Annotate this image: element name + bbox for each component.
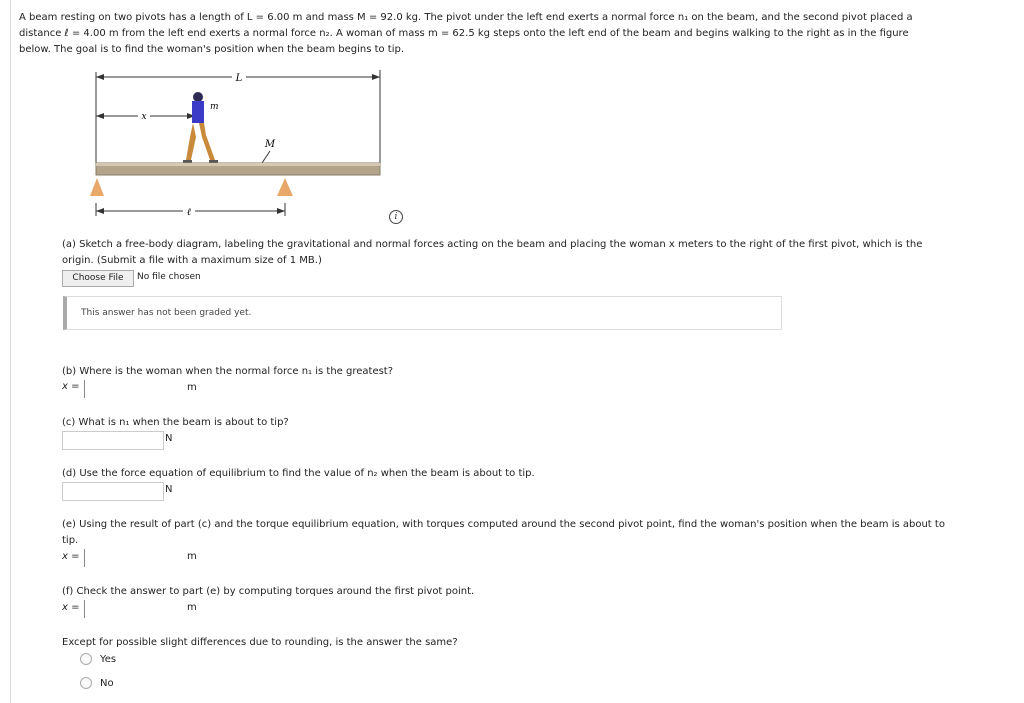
L-arrowhead-right — [372, 74, 380, 80]
radio-option-yes[interactable] — [80, 653, 116, 665]
problem-line-1: A beam resting on two pivots has a length of L = 6.00 m and mass M = 92.0 kg. The pivot under the left end exerts a normal force n₁ on the beam, and the second pivot placed a — [19, 12, 913, 23]
part-b-var-label: x = — [62, 381, 80, 392]
ell-arrowhead-left — [96, 208, 104, 214]
label-x: x — [141, 112, 147, 122]
part-f-var-label: x = — [62, 602, 80, 613]
x-arrowhead-left — [96, 113, 104, 119]
label-ell: ℓ — [186, 207, 192, 218]
part-e-unit: m — [187, 551, 197, 562]
part-e-var-label: x = — [62, 551, 80, 562]
part-d-answer-input[interactable] — [62, 482, 164, 501]
label-M: M — [264, 139, 276, 150]
choose-file-button[interactable]: Choose File — [62, 270, 134, 287]
part-a-text-1: (a) Sketch a free-body diagram, labeling the gravitational and normal forces acting on the beam and placing the woman x meters to the right of the first pivot, which is the — [62, 239, 923, 250]
part-a-text-2: origin. (Submit a file with a maximum size of 1 MB.) — [62, 255, 322, 266]
ell-arrowhead-right — [277, 208, 285, 214]
problem-line-2: distance ℓ = 4.00 m from the left end exerts a normal force n₂. A woman of mass m = 62.5 kg steps onto the left end of the beam and begins walking to the right as in the figure — [19, 28, 909, 39]
radio-yes-circle[interactable] — [80, 653, 92, 665]
problem-statement — [19, 10, 1009, 58]
part-e-text-2: tip. — [62, 535, 79, 546]
radio-yes-label: Yes — [100, 654, 117, 665]
label-m: m — [210, 102, 219, 112]
same-answer-question: Except for possible slight differences due to rounding, is the answer the same? — [62, 637, 458, 648]
part-e-question — [62, 517, 1017, 549]
part-f-question: (f) Check the answer to part (e) by computing torques around the first pivot point. — [62, 586, 475, 597]
radio-no-circle[interactable] — [80, 677, 92, 689]
part-d-question: (d) Use the force equation of equilibrium to find the value of n₂ when the beam is about to tip. — [62, 468, 535, 479]
part-b-question: (b) Where is the woman when the normal force n₁ is the greatest? — [62, 366, 394, 377]
label-L: L — [235, 73, 243, 84]
info-icon[interactable]: i — [389, 210, 403, 224]
grade-status-text: This answer has not been graded yet. — [81, 308, 252, 318]
pivot-right — [277, 178, 293, 196]
pivot-left — [90, 178, 104, 196]
part-e-text-1: (e) Using the result of part (c) and the torque equilibrium equation, with torques computed around the second pivot point, find the woman's position when the beam is about to — [62, 519, 945, 530]
part-c-question: (c) What is n₁ when the beam is about to tip? — [62, 417, 289, 428]
part-d-unit: N — [165, 484, 173, 495]
file-status-text: No file chosen — [137, 272, 201, 282]
radio-no-label: No — [100, 678, 114, 689]
part-b-unit: m — [187, 382, 197, 393]
grade-status-box — [63, 296, 782, 330]
problem-line-3: below. The goal is to find the woman's position when the beam begins to tip. — [19, 44, 405, 55]
L-arrowhead-left — [96, 74, 104, 80]
part-c-answer-input[interactable] — [62, 431, 164, 450]
part-a-question — [62, 237, 1017, 269]
part-f-unit: m — [187, 602, 197, 613]
beam-highlight — [96, 163, 380, 166]
beam-figure — [80, 65, 400, 225]
part-c-unit: N — [165, 433, 173, 444]
part-b-answer-input[interactable] — [84, 380, 179, 398]
radio-option-no[interactable] — [80, 677, 114, 689]
part-e-answer-input[interactable] — [84, 549, 179, 567]
part-f-answer-input[interactable] — [84, 600, 179, 618]
